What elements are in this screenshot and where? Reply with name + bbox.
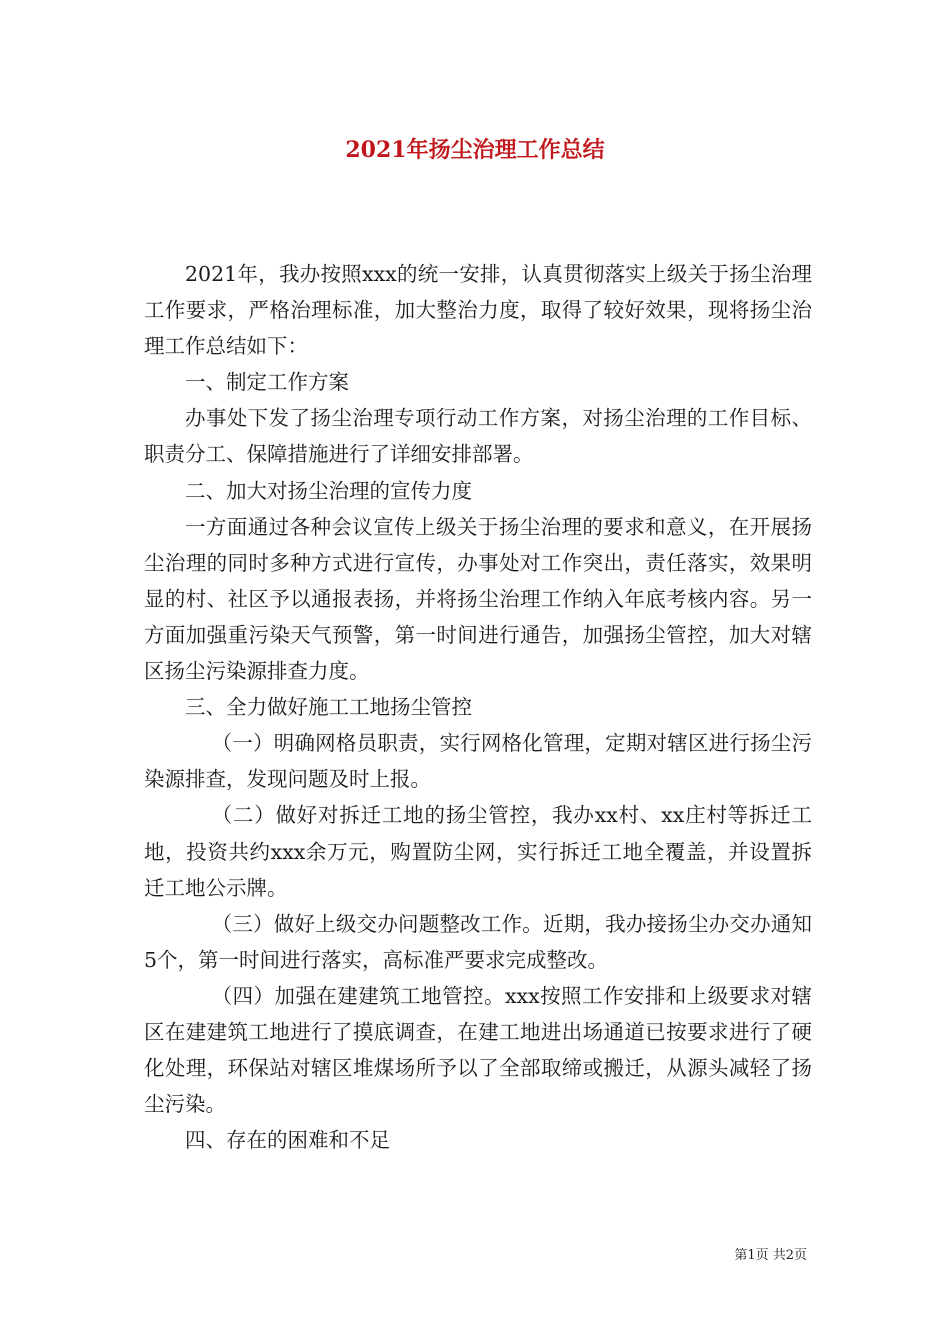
section-heading-2: 二、加大对扬尘治理的宣传力度 bbox=[185, 478, 472, 503]
sub-item-2: （二）做好对拆迁工地的扬尘管控，我办xx村、xx庄村等拆迁工地，投资共约xxx余万元，购置防尘网，实行拆迁工地全覆盖，并设置拆迁工地公示牌。 bbox=[144, 803, 812, 900]
section-heading-4: 四、存在的困难和不足 bbox=[185, 1128, 390, 1153]
paragraph: 一方面通过各种会议宣传上级关于扬尘治理的要求和意义，在开展扬尘治理的同时多种方式进行宣传，办事处对工作突出，责任落实，效果明显的村、社区予以通报表扬，并将扬尘治理工作纳入年底考核内容。另一方面加强重污染天气预警，第一时间进行通告，加强扬尘管控，加大对辖区扬尘污染源排查力度。 bbox=[144, 514, 812, 684]
paragraph: 办事处下发了扬尘治理专项行动工作方案，对扬尘治理的工作目标、职责分工、保障措施进行了详细安排部署。 bbox=[144, 406, 812, 467]
intro-paragraph: 2021年，我办按照xxx的统一安排，认真贯彻落实上级关于扬尘治理工作要求，严格治理标准，加大整治力度，取得了较好效果，现将扬尘治理工作总结如下： bbox=[144, 262, 812, 359]
section-heading-1: 一、制定工作方案 bbox=[185, 370, 349, 395]
sub-item-4: （四）加强在建建筑工地管控。xxx按照工作安排和上级要求对辖区在建建筑工地进行了摸底调查，在建工地进出场通道已按要求进行了硬化处理，环保站对辖区堆煤场所予以了全部取缔或搬迁，从源头减轻了扬尘污染。 bbox=[144, 983, 812, 1117]
sub-item-3: （三）做好上级交办问题整改工作。近期，我办接扬尘办交办通知5个，第一时间进行落实，高标准严要求完成整改。 bbox=[144, 911, 812, 972]
section-heading-3: 三、全力做好施工工地扬尘管控 bbox=[185, 695, 472, 720]
page-number-footer: 第1页 共2页 bbox=[734, 1248, 807, 1263]
sub-item-1: （一）明确网格员职责，实行网格化管理，定期对辖区进行扬尘污染源排查，发现问题及时上报。 bbox=[144, 731, 812, 792]
document-body bbox=[144, 256, 812, 1158]
document-title: 2021年扬尘治理工作总结 bbox=[345, 137, 605, 163]
